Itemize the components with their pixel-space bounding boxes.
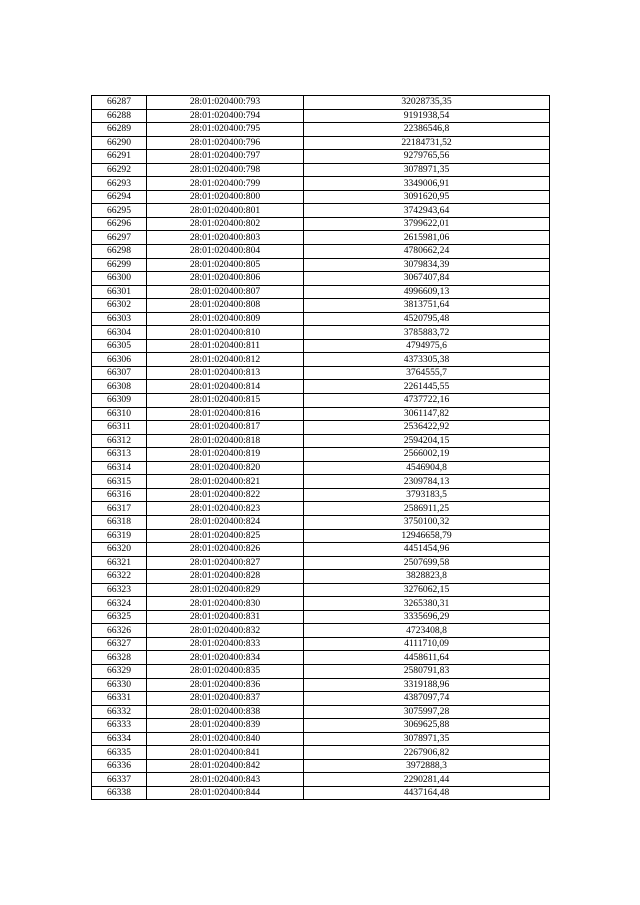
table-row (92, 245, 550, 259)
table-row (92, 461, 550, 475)
row-number-cell: 66296 (92, 217, 147, 231)
table-row (92, 421, 550, 435)
row-number-cell: 66302 (92, 299, 147, 313)
table-row (92, 434, 550, 448)
table-row (92, 637, 550, 651)
cadastral-value-cell: 3265380,31 (304, 597, 550, 611)
cadastral-number-cell: 28:01:020400:802 (147, 217, 304, 231)
table-row (92, 583, 550, 597)
row-number-cell: 66311 (92, 421, 147, 435)
row-number-cell: 66319 (92, 529, 147, 543)
row-number-cell: 66294 (92, 190, 147, 204)
cadastral-number-cell: 28:01:020400:834 (147, 651, 304, 665)
table-row (92, 312, 550, 326)
row-number-cell: 66328 (92, 651, 147, 665)
cadastral-value-cell: 4737722,16 (304, 394, 550, 408)
table-row (92, 624, 550, 638)
cadastral-value-cell: 3793183,5 (304, 488, 550, 502)
cadastral-value-table (91, 95, 550, 800)
cadastral-number-cell: 28:01:020400:820 (147, 461, 304, 475)
cadastral-value-cell: 3813751,64 (304, 299, 550, 313)
row-number-cell: 66304 (92, 326, 147, 340)
row-number-cell: 66318 (92, 515, 147, 529)
cadastral-number-cell: 28:01:020400:837 (147, 692, 304, 706)
table-row (92, 610, 550, 624)
cadastral-number-cell: 28:01:020400:839 (147, 719, 304, 733)
cadastral-value-cell: 4520795,48 (304, 312, 550, 326)
cadastral-number-cell: 28:01:020400:829 (147, 583, 304, 597)
table-row (92, 109, 550, 123)
cadastral-value-cell: 3069625,88 (304, 719, 550, 733)
cadastral-value-cell: 3349006,91 (304, 177, 550, 191)
row-number-cell: 66335 (92, 746, 147, 760)
table-row (92, 664, 550, 678)
table-body (92, 96, 550, 800)
cadastral-number-cell: 28:01:020400:808 (147, 299, 304, 313)
table-row (92, 204, 550, 218)
row-number-cell: 66290 (92, 136, 147, 150)
cadastral-number-cell: 28:01:020400:832 (147, 624, 304, 638)
row-number-cell: 66312 (92, 434, 147, 448)
table-row (92, 231, 550, 245)
cadastral-number-cell: 28:01:020400:818 (147, 434, 304, 448)
table-row (92, 326, 550, 340)
cadastral-number-cell: 28:01:020400:800 (147, 190, 304, 204)
row-number-cell: 66337 (92, 773, 147, 787)
table-row (92, 96, 550, 110)
cadastral-number-cell: 28:01:020400:801 (147, 204, 304, 218)
cadastral-number-cell: 28:01:020400:843 (147, 773, 304, 787)
cadastral-number-cell: 28:01:020400:824 (147, 515, 304, 529)
table-row (92, 759, 550, 773)
cadastral-number-cell: 28:01:020400:794 (147, 109, 304, 123)
table-row (92, 488, 550, 502)
cadastral-number-cell: 28:01:020400:806 (147, 272, 304, 286)
table-row (92, 786, 550, 800)
row-number-cell: 66313 (92, 448, 147, 462)
cadastral-value-cell: 3742943,64 (304, 204, 550, 218)
row-number-cell: 66293 (92, 177, 147, 191)
row-number-cell: 66305 (92, 339, 147, 353)
table-row (92, 190, 550, 204)
row-number-cell: 66325 (92, 610, 147, 624)
cadastral-number-cell: 28:01:020400:835 (147, 664, 304, 678)
table-row (92, 556, 550, 570)
cadastral-value-cell: 4794975,6 (304, 339, 550, 353)
row-number-cell: 66331 (92, 692, 147, 706)
table-row (92, 529, 550, 543)
cadastral-number-cell: 28:01:020400:812 (147, 353, 304, 367)
table-row (92, 136, 550, 150)
cadastral-value-cell: 2290281,44 (304, 773, 550, 787)
cadastral-value-cell: 2586911,25 (304, 502, 550, 516)
table-row (92, 705, 550, 719)
table-row (92, 651, 550, 665)
row-number-cell: 66333 (92, 719, 147, 733)
cadastral-value-cell: 12946658,79 (304, 529, 550, 543)
row-number-cell: 66322 (92, 570, 147, 584)
cadastral-number-cell: 28:01:020400:815 (147, 394, 304, 408)
table-row (92, 692, 550, 706)
cadastral-number-cell: 28:01:020400:823 (147, 502, 304, 516)
cadastral-value-cell: 3061147,82 (304, 407, 550, 421)
cadastral-value-cell: 3750100,32 (304, 515, 550, 529)
row-number-cell: 66307 (92, 366, 147, 380)
row-number-cell: 66306 (92, 353, 147, 367)
cadastral-number-cell: 28:01:020400:809 (147, 312, 304, 326)
cadastral-value-cell: 22386546,8 (304, 123, 550, 137)
row-number-cell: 66334 (92, 732, 147, 746)
cadastral-value-cell: 4458611,64 (304, 651, 550, 665)
cadastral-value-cell: 2566002,19 (304, 448, 550, 462)
row-number-cell: 66301 (92, 285, 147, 299)
cadastral-number-cell: 28:01:020400:828 (147, 570, 304, 584)
row-number-cell: 66298 (92, 245, 147, 259)
table-row (92, 299, 550, 313)
cadastral-number-cell: 28:01:020400:821 (147, 475, 304, 489)
table-row (92, 394, 550, 408)
table-row (92, 502, 550, 516)
row-number-cell: 66330 (92, 678, 147, 692)
row-number-cell: 66320 (92, 543, 147, 557)
cadastral-number-cell: 28:01:020400:811 (147, 339, 304, 353)
cadastral-number-cell: 28:01:020400:825 (147, 529, 304, 543)
table-row (92, 366, 550, 380)
cadastral-number-cell: 28:01:020400:795 (147, 123, 304, 137)
cadastral-number-cell: 28:01:020400:822 (147, 488, 304, 502)
cadastral-number-cell: 28:01:020400:827 (147, 556, 304, 570)
cadastral-value-cell: 4373305,38 (304, 353, 550, 367)
cadastral-value-cell: 3078971,35 (304, 732, 550, 746)
cadastral-number-cell: 28:01:020400:842 (147, 759, 304, 773)
cadastral-value-cell: 2261445,55 (304, 380, 550, 394)
row-number-cell: 66317 (92, 502, 147, 516)
cadastral-value-cell: 3335696,29 (304, 610, 550, 624)
cadastral-value-cell: 4387097,74 (304, 692, 550, 706)
table-row (92, 732, 550, 746)
cadastral-number-cell: 28:01:020400:798 (147, 163, 304, 177)
table-row (92, 380, 550, 394)
cadastral-number-cell: 28:01:020400:804 (147, 245, 304, 259)
row-number-cell: 66316 (92, 488, 147, 502)
row-number-cell: 66321 (92, 556, 147, 570)
table-row (92, 150, 550, 164)
table-row (92, 217, 550, 231)
row-number-cell: 66324 (92, 597, 147, 611)
cadastral-number-cell: 28:01:020400:844 (147, 786, 304, 800)
cadastral-number-cell: 28:01:020400:833 (147, 637, 304, 651)
table-row (92, 678, 550, 692)
table-row (92, 597, 550, 611)
cadastral-number-cell: 28:01:020400:831 (147, 610, 304, 624)
row-number-cell: 66291 (92, 150, 147, 164)
cadastral-number-cell: 28:01:020400:838 (147, 705, 304, 719)
cadastral-value-cell: 4111710,09 (304, 637, 550, 651)
cadastral-value-cell: 4723408,8 (304, 624, 550, 638)
cadastral-value-cell: 3067407,84 (304, 272, 550, 286)
row-number-cell: 66310 (92, 407, 147, 421)
row-number-cell: 66332 (92, 705, 147, 719)
cadastral-number-cell: 28:01:020400:793 (147, 96, 304, 110)
cadastral-number-cell: 28:01:020400:836 (147, 678, 304, 692)
cadastral-number-cell: 28:01:020400:816 (147, 407, 304, 421)
table-row (92, 448, 550, 462)
table-row (92, 285, 550, 299)
row-number-cell: 66300 (92, 272, 147, 286)
cadastral-number-cell: 28:01:020400:826 (147, 543, 304, 557)
cadastral-number-cell: 28:01:020400:803 (147, 231, 304, 245)
table-row (92, 773, 550, 787)
cadastral-value-cell: 32028735,35 (304, 96, 550, 110)
cadastral-value-cell: 4437164,48 (304, 786, 550, 800)
table-row (92, 543, 550, 557)
table-row (92, 407, 550, 421)
cadastral-value-cell: 3079834,39 (304, 258, 550, 272)
cadastral-value-cell: 3075997,28 (304, 705, 550, 719)
table-row (92, 163, 550, 177)
cadastral-value-cell: 3319188,96 (304, 678, 550, 692)
cadastral-value-cell: 2580791,83 (304, 664, 550, 678)
cadastral-value-cell: 22184731,52 (304, 136, 550, 150)
table-row (92, 258, 550, 272)
table-row (92, 272, 550, 286)
row-number-cell: 66338 (92, 786, 147, 800)
row-number-cell: 66327 (92, 637, 147, 651)
row-number-cell: 66326 (92, 624, 147, 638)
cadastral-value-cell: 4996609,13 (304, 285, 550, 299)
cadastral-number-cell: 28:01:020400:841 (147, 746, 304, 760)
row-number-cell: 66288 (92, 109, 147, 123)
table-row (92, 123, 550, 137)
cadastral-value-cell: 3078971,35 (304, 163, 550, 177)
cadastral-value-cell: 3972888,3 (304, 759, 550, 773)
cadastral-value-cell: 4546904,8 (304, 461, 550, 475)
cadastral-value-cell: 3764555,7 (304, 366, 550, 380)
table-row (92, 339, 550, 353)
cadastral-number-cell: 28:01:020400:807 (147, 285, 304, 299)
cadastral-value-cell: 3785883,72 (304, 326, 550, 340)
table-row (92, 177, 550, 191)
cadastral-value-cell: 2309784,13 (304, 475, 550, 489)
cadastral-value-cell: 4780662,24 (304, 245, 550, 259)
row-number-cell: 66308 (92, 380, 147, 394)
cadastral-value-cell: 2536422,92 (304, 421, 550, 435)
cadastral-number-cell: 28:01:020400:799 (147, 177, 304, 191)
row-number-cell: 66315 (92, 475, 147, 489)
row-number-cell: 66299 (92, 258, 147, 272)
row-number-cell: 66336 (92, 759, 147, 773)
cadastral-value-cell: 2594204,15 (304, 434, 550, 448)
cadastral-number-cell: 28:01:020400:805 (147, 258, 304, 272)
row-number-cell: 66303 (92, 312, 147, 326)
row-number-cell: 66287 (92, 96, 147, 110)
cadastral-value-cell: 3276062,15 (304, 583, 550, 597)
table-row (92, 475, 550, 489)
cadastral-number-cell: 28:01:020400:810 (147, 326, 304, 340)
cadastral-value-cell: 4451454,96 (304, 543, 550, 557)
table-row (92, 570, 550, 584)
row-number-cell: 66292 (92, 163, 147, 177)
cadastral-number-cell: 28:01:020400:797 (147, 150, 304, 164)
row-number-cell: 66289 (92, 123, 147, 137)
cadastral-value-cell: 3091620,95 (304, 190, 550, 204)
table-row (92, 746, 550, 760)
cadastral-value-cell: 3799622,01 (304, 217, 550, 231)
row-number-cell: 66323 (92, 583, 147, 597)
cadastral-value-cell: 3828823,8 (304, 570, 550, 584)
cadastral-value-cell: 9279765,56 (304, 150, 550, 164)
cadastral-number-cell: 28:01:020400:840 (147, 732, 304, 746)
row-number-cell: 66329 (92, 664, 147, 678)
row-number-cell: 66309 (92, 394, 147, 408)
cadastral-number-cell: 28:01:020400:814 (147, 380, 304, 394)
cadastral-value-cell: 9191938,54 (304, 109, 550, 123)
table-row (92, 515, 550, 529)
cadastral-value-cell: 2615981,06 (304, 231, 550, 245)
cadastral-value-cell: 2507699,58 (304, 556, 550, 570)
row-number-cell: 66314 (92, 461, 147, 475)
cadastral-value-cell: 2267906,82 (304, 746, 550, 760)
table-row (92, 353, 550, 367)
cadastral-number-cell: 28:01:020400:819 (147, 448, 304, 462)
cadastral-number-cell: 28:01:020400:813 (147, 366, 304, 380)
table-row (92, 719, 550, 733)
cadastral-number-cell: 28:01:020400:830 (147, 597, 304, 611)
cadastral-number-cell: 28:01:020400:796 (147, 136, 304, 150)
row-number-cell: 66295 (92, 204, 147, 218)
cadastral-number-cell: 28:01:020400:817 (147, 421, 304, 435)
row-number-cell: 66297 (92, 231, 147, 245)
